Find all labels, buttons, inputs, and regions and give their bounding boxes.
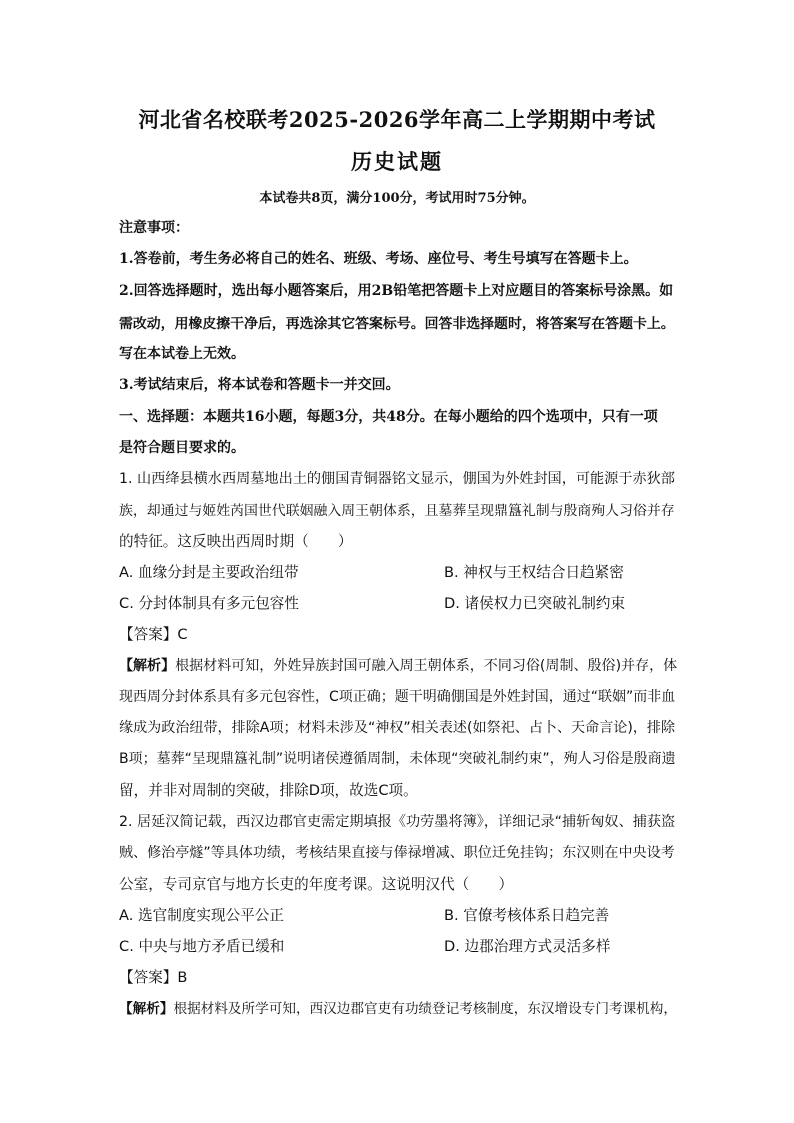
exam-title: 河北省名校联考2025-2026学年高二上学期期中考试 xyxy=(138,107,656,132)
q1-analysis-line-2: 现西周分封体系具有多元包容性，C项正确；题干明确倗国是外姓封国，通过“联姻”而非血 xyxy=(119,689,676,705)
note-2-line-2: 需改动，用橡皮擦干净后，再选涂其它答案标号。回答非选择题时，将答案写在答题卡上。 xyxy=(119,316,675,332)
q2-stem-line-2: 贼、修治亭燧”等具体功绩，考核结果直接与俸禄增减、职位迁免挂钩；东汉则在中央设考 xyxy=(119,845,675,861)
section-heading-line-2: 是符合题目要求的。 xyxy=(119,440,245,456)
q2-option-d: D. 边郡治理方式灵活多样 xyxy=(444,938,611,955)
q1-option-a: A. 血缘分封是主要政治纽带 xyxy=(119,564,299,581)
note-2-line-1: 2.回答选择题时，选出每小题答案后，用2B铅笔把答题卡上对应题目的答案标号涂黑。如 xyxy=(119,283,674,299)
note-3: 3.考试结束后，将本试卷和答题卡一并交回。 xyxy=(119,377,400,393)
q1-option-d: D. 诸侯权力已突破礼制约束 xyxy=(444,595,626,612)
note-2-line-3: 写在本试卷上无效。 xyxy=(119,346,245,362)
q2-option-b: B. 官僚考核体系日趋完善 xyxy=(444,907,610,924)
q2-option-a: A. 选官制度实现公平公正 xyxy=(119,907,284,924)
exam-info: 本试卷共8页，满分100分，考试用时75分钟。 xyxy=(259,191,535,206)
q1-stem-line-3: 的特征。这反映出西周时期（ ） xyxy=(119,533,353,550)
q2-stem-line-1: 2. 居延汉简记载，西汉边郡官吏需定期填报《功劳墨将簿》，详细记录“捕斩匈奴、捕获盗 xyxy=(119,814,676,830)
q1-analysis-line-3: 缘成为政治纽带，排除A项；材料未涉及“神权”相关表述(如祭祀、占卜、天命言论)，排除 xyxy=(119,720,676,736)
q1-answer: 【答案】C xyxy=(119,626,188,643)
q1-analysis-tag: 【解析】 xyxy=(119,658,176,674)
section-heading-line-1: 一、选择题：本题共16小题，每题3分，共48分。在每小题给的四个选项中，只有一项 xyxy=(119,409,658,425)
q2-stem-line-3: 公室，专司京官与地方长吏的年度考课。这说明汉代（ ） xyxy=(119,876,514,893)
q2-analysis-tag: 【解析】 xyxy=(119,1001,174,1017)
q1-analysis-line-1 xyxy=(119,655,677,675)
q2-answer: 【答案】B xyxy=(119,969,188,986)
q1-option-c: C. 分封体制具有多元包容性 xyxy=(119,595,300,612)
q1-analysis-line-4: B项；墓葬“呈现鼎簋礼制”说明诸侯遵循周制，未体现“突破礼制约束”，殉人习俗是殷商遗 xyxy=(119,751,676,767)
notes-heading: 注意事项： xyxy=(119,220,189,236)
subject-title: 历史试题 xyxy=(351,149,443,174)
note-1: 1.答卷前，考生务必将自己的姓名、班级、考场、座位号、考生号填写在答题卡上。 xyxy=(119,251,638,267)
q1-stem-line-1: 1. 山西绛县横水西周墓地出土的倗国青铜器铭文显示，倗国为外姓封国，可能源于赤狄部 xyxy=(119,471,675,487)
q2-option-c: C. 中央与地方矛盾已缓和 xyxy=(119,938,285,955)
q2-analysis-text-1: 根据材料及所学可知，西汉边郡官吏有功绩登记考核制度，东汉增设专门考课机构， xyxy=(173,1001,678,1017)
q1-option-b: B. 神权与王权结合日趋紧密 xyxy=(444,564,624,581)
q1-analysis-text-1: 根据材料可知，外姓异族封国可融入周王朝体系，不同习俗(周制、殷俗)并存，体 xyxy=(175,658,678,674)
q2-analysis-line-1 xyxy=(119,997,677,1017)
q1-stem-line-2: 族，却通过与姬姓芮国世代联姻融入周王朝体系，且墓葬呈现鼎簋礼制与殷商殉人习俗并存 xyxy=(119,503,675,519)
q1-analysis-line-5: 留，并非对周制的突破，排除D项，故选C项。 xyxy=(119,782,418,799)
